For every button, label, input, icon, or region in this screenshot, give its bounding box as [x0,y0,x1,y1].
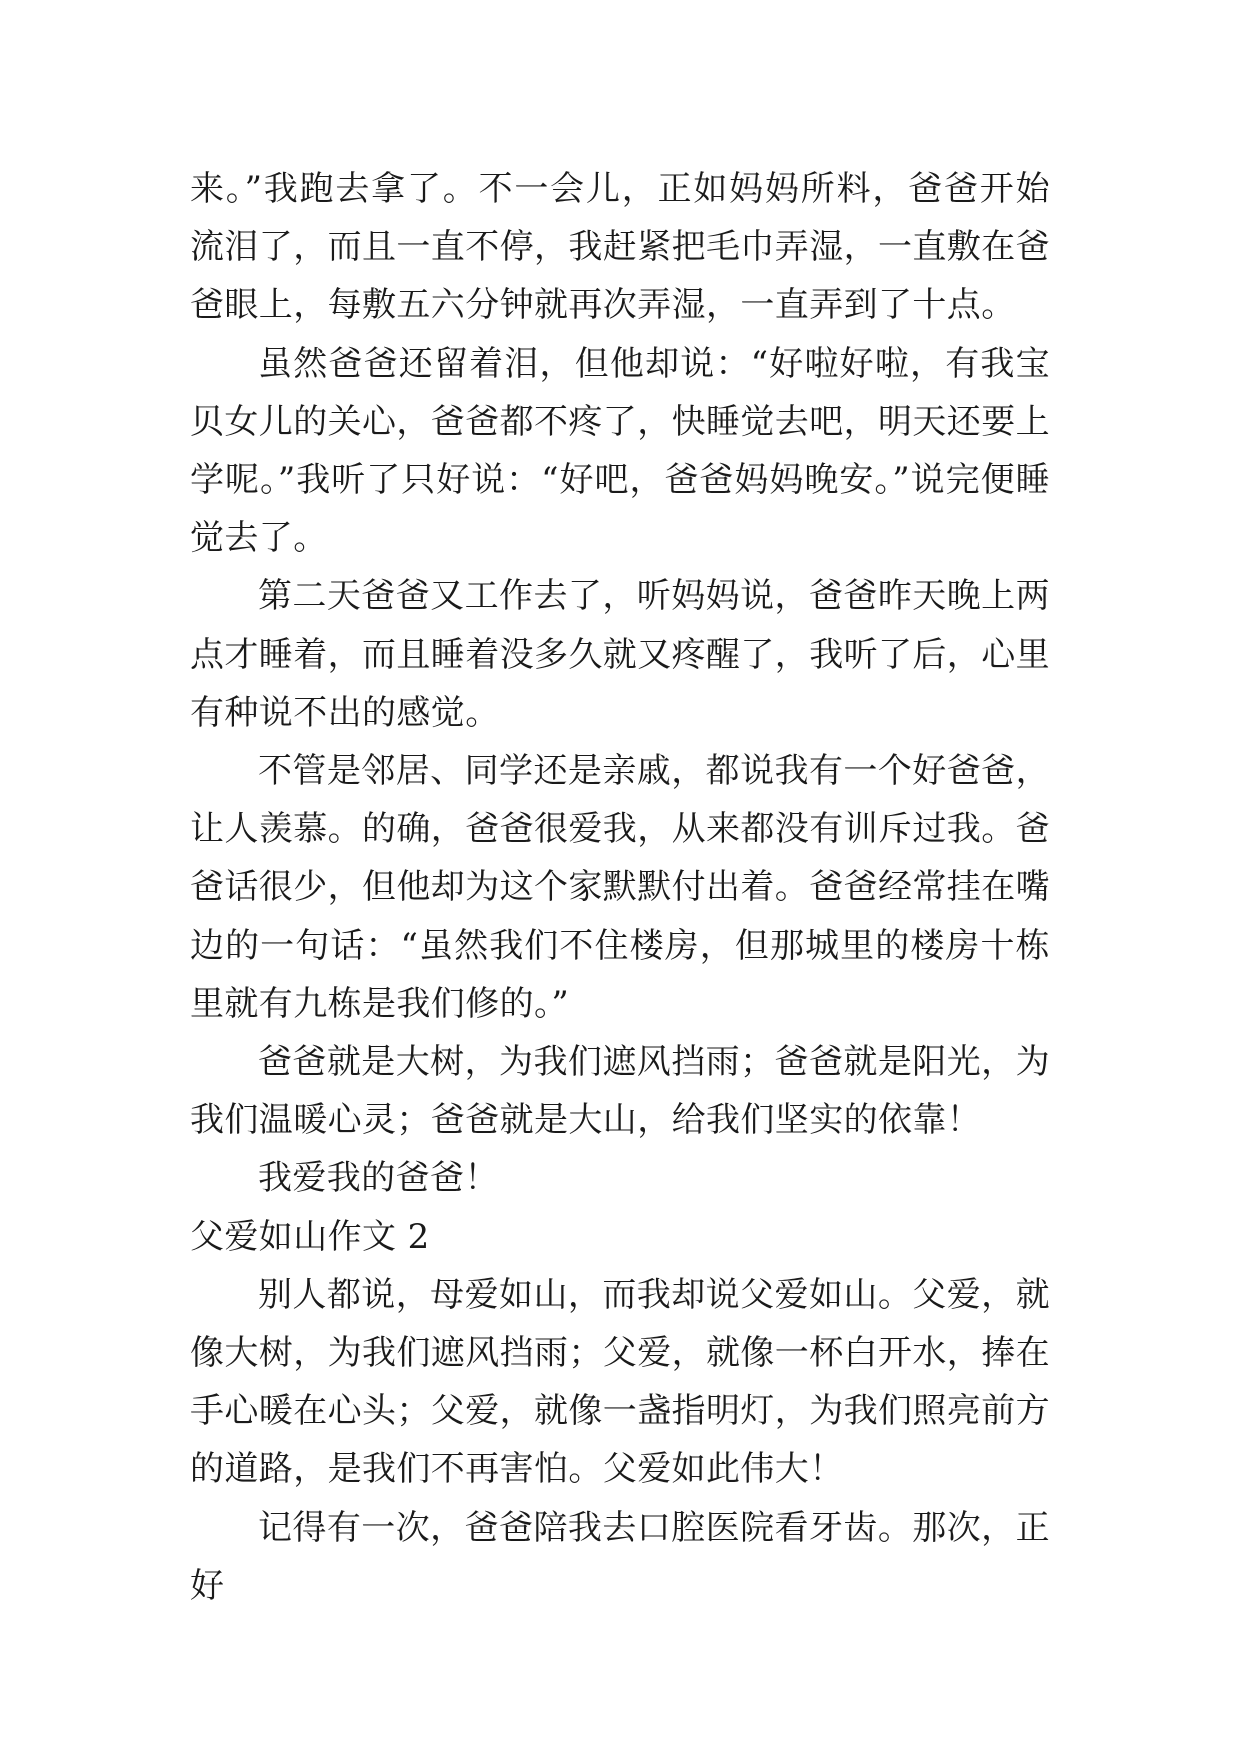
paragraph: 虽然爸爸还留着泪，但他却说：“好啦好啦，有我宝贝女儿的关心，爸爸都不疼了，快睡觉去吧，明天还要上学呢。”我听了只好说：“好吧，爸爸妈妈晚安。”说完便睡觉去了。 [190,343,1050,559]
paragraph: 第二天爸爸又工作去了，听妈妈说，爸爸昨天晚上两点才睡着，而且睡着没多久就又疼醒了，我听了后，心里有种说不出的感觉。 [190,576,1050,733]
paragraph: 不管是邻居、同学还是亲戚，都说我有一个好爸爸，让人羡慕。的确，爸爸很爱我，从来都没有训斥过我。爸爸话很少，但他却为这个家默默付出着。爸爸经常挂在嘴边的一句话：“虽然我们不住楼房，但那城里的楼房十栋里就有九栋是我们修的。” [190,751,1050,1024]
document-body [190,160,1050,1615]
section-heading: 父爱如山作文 2 [190,1216,430,1257]
paragraph-continued: 来。”我跑去拿了。不一会儿，正如妈妈所料，爸爸开始流泪了，而且一直不停，我赶紧把毛巾弄湿，一直敷在爸爸眼上，每敷五六分钟就再次弄湿，一直弄到了十点。 [190,169,1050,326]
paragraph: 爸爸就是大树，为我们遮风挡雨；爸爸就是阳光，为我们温暖心灵；爸爸就是大山，给我们坚实的依靠！ [190,1042,1050,1141]
paragraph: 记得有一次，爸爸陪我去口腔医院看牙齿。那次，正好 [190,1507,1050,1606]
paragraph: 我爱我的爸爸！ [258,1158,499,1199]
paragraph: 别人都说，母爱如山，而我却说父爱如山。父爱，就像大树，为我们遮风挡雨；父爱，就像一杯白开水，捧在手心暖在心头；父爱，就像一盏指明灯，为我们照亮前方的道路，是我们不再害怕。父爱如此伟大！ [190,1274,1050,1490]
